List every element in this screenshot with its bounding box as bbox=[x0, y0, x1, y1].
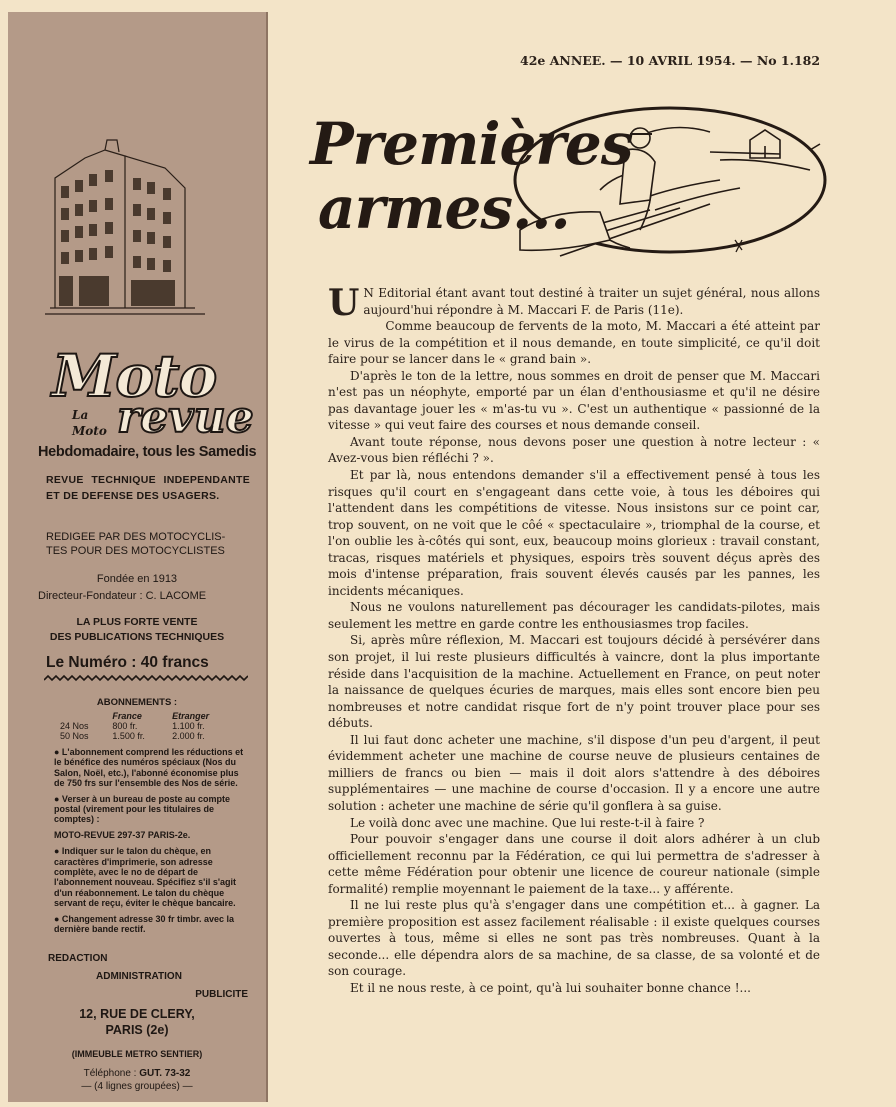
col-france: France bbox=[112, 711, 142, 721]
col-etranger: Etranger bbox=[172, 711, 210, 721]
postal-address bbox=[8, 1006, 266, 1038]
telephone-block bbox=[8, 1067, 266, 1093]
issue-price: Le Numéro : 40 francs bbox=[46, 654, 209, 671]
building-illustration bbox=[45, 138, 215, 323]
row-label: 50 Nos bbox=[60, 731, 89, 741]
sidebar-masthead bbox=[8, 12, 266, 1102]
director-founder: Directeur-Fondateur : C. LACOME bbox=[38, 590, 207, 602]
paragraph-11: Il ne lui reste plus qu'à s'engager dans une compétition et... à gagner. La première proposition est assez facilement réalisable : il existe quelques courses ouvertes à tous, même si elles ne sont pas très nombreuses. Quant à la seconde... elle dépendra alors de sa machine, de sa classe, de sa volonté et de son courage. bbox=[328, 898, 820, 979]
sidebar-edge bbox=[266, 12, 268, 1102]
row-etranger: 2.000 fr. bbox=[172, 731, 205, 741]
paragraph-5: Et par là, nous entendons demander s'il a effectivement pensé à tous les risques qu'il court en s'engageant dans cette voie, à tous les déboires qui l'attendent dans les compétitions de vitesse. Nous insistons sur ce point car, trop souvent, on ne voit que le côé « spectaculaire », triomphal de la course, et l'on oublie les à-côtés qui sont, eux, beaucoup moins glorieux : travail constant, tracas, risques matériels et physiques, espoirs très souvent déçus après des mois d'intense préparation, frais souvent élevés causés par les pannes, les incidents mécaniques. bbox=[328, 468, 820, 598]
logo-revue-word: revue bbox=[117, 392, 254, 443]
written-by-line-1: REDIGEE PAR DES MOTOCYCLIS- bbox=[46, 531, 226, 543]
paragraph-9: Le voilà donc avec une machine. Que lui reste-t-il à faire ? bbox=[350, 815, 705, 830]
note-cheque: ● Indiquer sur le talon du chèque, en caractères d'imprimerie, son adresse complète, avec le no de départ de l'abonnement nouveau. Spécifiez s'il s'agit d'un réabonnement. Le talon du chèque servant de reçu, éviter le chèque bancaire. bbox=[54, 846, 236, 909]
editorial-article bbox=[328, 282, 820, 997]
administration-label: ADMINISTRATION bbox=[96, 971, 182, 982]
subscriptions-table bbox=[60, 711, 240, 741]
zigzag-divider bbox=[44, 674, 248, 682]
revue-tagline: REVUE TECHNIQUE INDEPENDANTE ET DE DEFENSE DES USAGERS. bbox=[46, 474, 250, 502]
title-line-2: armes... bbox=[318, 174, 570, 242]
paragraph-3: D'après le ton de la lettre, nous sommes en droit de penser que M. Maccari n'est pas un néophyte, emporté par un élan d'enthousiasme et qu'il ne désire pas davantage jouer les « m'as-tu vu ». C'est un authentique « passionné de la vitesse » qui veut faire des courses et nous demande conseil. bbox=[328, 368, 820, 433]
paragraph-2: Comme beaucoup de fervents de la moto, M. Maccari a été atteint par le virus de la compétition et il nous demande, en toute simplicité, ce qu'il doit faire pour se lancer dans le « grand bain ». bbox=[328, 319, 820, 367]
telephone-label: Téléphone : bbox=[83, 1068, 140, 1079]
address-line-2: PARIS (2e) bbox=[105, 1023, 169, 1037]
moto-revue-logo bbox=[22, 342, 262, 452]
logo-moto-small-word: Moto bbox=[72, 424, 107, 438]
written-by-tagline bbox=[46, 530, 256, 558]
issue-line: 42e ANNEE. — 10 AVRIL 1954. — No 1.182 bbox=[520, 53, 821, 68]
paragraph-7: Si, après mûre réflexion, M. Maccari est toujours décidé à persévérer dans son projet, il lui reste plusieurs difficultés à vaincre, dont la plus importante réside dans l'acquisition de la machine. Actuellement en France, on peut noter la naissance de quelques écuries de marques, mais elles sont encore bien peu nombreuses et notre candidat risque fort de n'y point trouver place pour ses débuts. bbox=[328, 633, 820, 731]
best-seller-line-2: DES PUBLICATIONS TECHNIQUES bbox=[49, 631, 225, 643]
paragraph-12: Et il ne nous reste, à ce point, qu'à lui souhaiter bonne chance !... bbox=[350, 980, 751, 995]
subscriptions-title: ABONNEMENTS : bbox=[96, 697, 178, 708]
article-title bbox=[310, 112, 633, 240]
postal-account: MOTO-REVUE 297-37 PARIS-2e. bbox=[54, 829, 191, 840]
metro-note: (IMMEUBLE METRO SENTIER) bbox=[71, 1049, 203, 1059]
weekly-frequency: Hebdomadaire, tous les Samedis bbox=[38, 444, 257, 460]
drop-cap: U bbox=[328, 282, 360, 324]
row-france: 1.500 fr. bbox=[112, 731, 145, 741]
logo-moto-word: Moto bbox=[52, 342, 217, 410]
note-discounts: ● L'abonnement comprend les réductions et le bénéfice des numéros spéciaux (Nos du Salon, Noël, etc.), l'abonné économise plus de 750 frs sur l'ensemble des Nos de série. bbox=[54, 747, 244, 789]
best-seller-line-1: LA PLUS FORTE VENTE bbox=[76, 616, 198, 628]
redaction-label: REDACTION bbox=[48, 953, 108, 964]
telephone-lines: — (4 lignes groupées) — bbox=[81, 1081, 193, 1092]
row-france: 800 fr. bbox=[112, 721, 138, 731]
note-postal: ● Verser à un bureau de poste au compte postal (virement pour les titulaires de comptes) : bbox=[54, 793, 230, 825]
title-line-1: Premières bbox=[310, 110, 633, 178]
telephone-number: GUT. 73-32 bbox=[139, 1068, 191, 1079]
offices-list bbox=[48, 950, 248, 1004]
note-address-change: ● Changement adresse 30 fr timbr. avec la dernière bande rectif. bbox=[54, 913, 235, 935]
address-line-1: 12, RUE DE CLERY, bbox=[79, 1007, 195, 1021]
written-by-line-2: TES POUR DES MOTOCYCLISTES bbox=[46, 545, 225, 557]
publicite-label: PUBLICITE bbox=[195, 989, 248, 1000]
table-row bbox=[60, 721, 240, 731]
paragraph-1: U N Editorial étant avant tout destiné à traiter un sujet général, nous allons aujourd'hui répondre à M. Maccari F. de Paris (11e). bbox=[328, 282, 820, 324]
paragraph-8: Il lui faut donc acheter une machine, s'il dispose d'un peu d'argent, il peut évidemment acheter une machine de course neuve de plusieurs centaines de milliers de francs ou bien — mais il doit alors s'attendre à des déboires supplémentaires — une machine de course d'occasion. Il y a encore une autre solution : acheter une machine de série qu'il gonflera à sa guise. bbox=[328, 732, 820, 813]
table-row bbox=[60, 731, 240, 741]
row-etranger: 1.100 fr. bbox=[172, 721, 205, 731]
founded-year: Fondée en 1913 bbox=[96, 573, 178, 585]
best-seller-claim bbox=[8, 615, 266, 645]
paragraph-4: Avant toute réponse, nous devons poser une question à notre lecteur : « Avez-vous bien réfléchi ? ». bbox=[328, 434, 820, 466]
logo-la-word: La bbox=[72, 408, 89, 422]
paragraph-6: Nous ne voulons naturellement pas décourager les candidats-pilotes, mais seulement les mettre en garde contre les enthousiasmes trop faciles. bbox=[328, 600, 820, 631]
row-label: 24 Nos bbox=[60, 721, 89, 731]
paragraph-10: Pour pouvoir s'engager dans une course il doit alors adhérer à un club officiellement reconnu par la Fédération, ce qui lui permettra de s'adresser à cette même Fédération pour obtenir une licence de coureur nationale (simple formalité) remplie moyennant le paiement de la taxe... y afférente. bbox=[328, 832, 820, 896]
subscription-notes bbox=[54, 747, 248, 940]
